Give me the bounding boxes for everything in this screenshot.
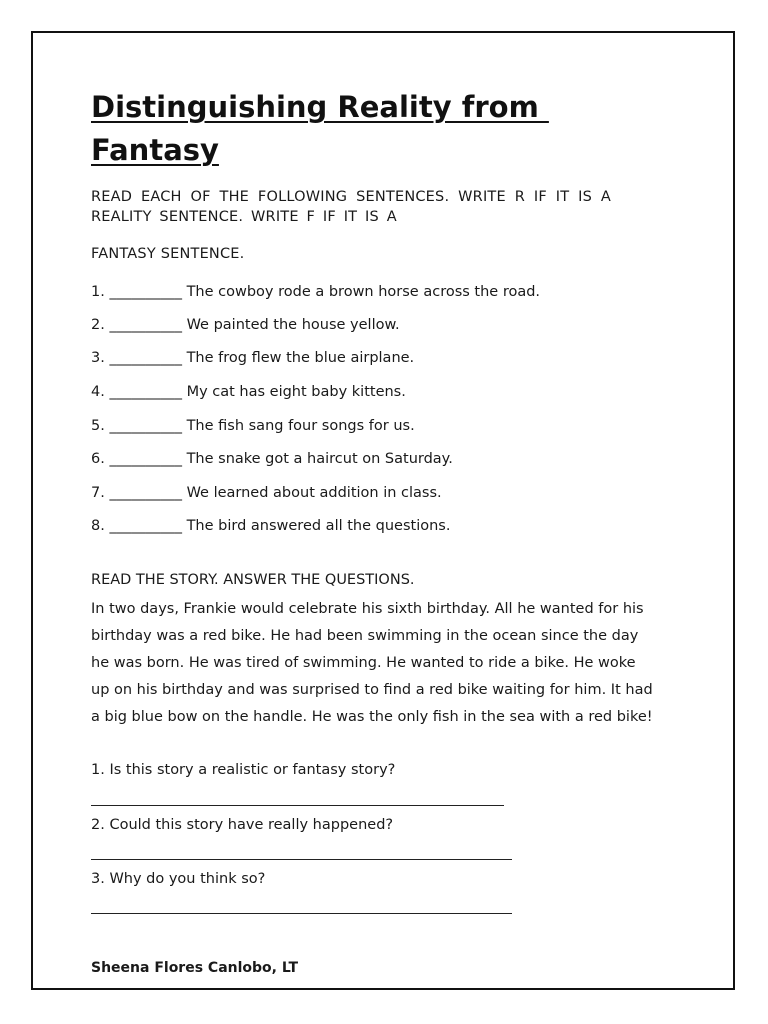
sentence-item-6 [91, 449, 453, 469]
answer-line-1[interactable] [91, 805, 504, 806]
author-credit: Sheena Flores Canlobo, LT [91, 960, 299, 976]
sentence-item-8 [91, 516, 450, 536]
question-3: 3. Why do you think so? [91, 871, 266, 887]
item-text: The fish sang four songs for us. [186, 418, 415, 434]
item-number: 7. [91, 485, 105, 501]
story-heading: READ THE STORY. ANSWER THE QUESTIONS. [91, 572, 415, 588]
story-paragraph [91, 596, 691, 731]
item-text: The cowboy rode a brown horse across the road. [186, 284, 541, 300]
page-title [91, 86, 691, 172]
item-number: 8. [91, 518, 105, 534]
sentence-item-3 [91, 348, 414, 368]
item-text: The frog flew the blue airplane. [186, 350, 415, 366]
sentence-item-4 [91, 382, 406, 402]
story-line: he was born. He was tired of swimming. He wanted to ride a bike. He woke [91, 655, 636, 671]
answer-blank[interactable]: __________ [109, 317, 182, 333]
item-text: We learned about addition in class. [186, 485, 442, 501]
story-line: a big blue bow on the handle. He was the only fish in the sea with a red bike! [91, 709, 653, 725]
instructions-continued: FANTASY SENTENCE. [91, 246, 245, 262]
question-2: 2. Could this story have really happened? [91, 817, 394, 833]
item-text: The snake got a haircut on Saturday. [186, 451, 453, 467]
answer-blank[interactable]: __________ [109, 418, 182, 434]
item-number: 6. [91, 451, 105, 467]
sentence-item-7 [91, 483, 442, 503]
answer-blank[interactable]: __________ [109, 350, 182, 366]
answer-line-2[interactable] [91, 859, 512, 860]
item-text: My cat has eight baby kittens. [186, 384, 406, 400]
item-number: 5. [91, 418, 105, 434]
story-line: birthday was a red bike. He had been swimming in the ocean since the day [91, 628, 639, 644]
sentence-item-2 [91, 315, 400, 335]
item-number: 3. [91, 350, 105, 366]
answer-blank[interactable]: __________ [109, 518, 182, 534]
item-number: 4. [91, 384, 105, 400]
item-number: 1. [91, 284, 105, 300]
page-border [31, 31, 735, 990]
instructions-text: READ EACH OF THE FOLLOWING SENTENCES. WRITE R IF IT IS A REALITY SENTENCE. WRITE F IF IT IS A [91, 189, 611, 225]
answer-blank[interactable]: __________ [109, 284, 182, 300]
answer-line-3[interactable] [91, 913, 512, 914]
item-text: We painted the house yellow. [186, 317, 400, 333]
answer-blank[interactable]: __________ [109, 451, 182, 467]
title-line-2: Fantasy [91, 133, 219, 167]
sentence-item-5 [91, 416, 415, 436]
item-number: 2. [91, 317, 105, 333]
title-line-1: Distinguishing Reality from [91, 90, 549, 124]
question-1: 1. Is this story a realistic or fantasy story? [91, 762, 396, 778]
item-text: The bird answered all the questions. [186, 518, 451, 534]
story-line: up on his birthday and was surprised to find a red bike waiting for him. It had [91, 682, 653, 698]
answer-blank[interactable]: __________ [109, 485, 182, 501]
story-line: In two days, Frankie would celebrate his sixth birthday. All he wanted for his [91, 601, 644, 617]
sentence-item-1 [91, 282, 540, 302]
answer-blank[interactable]: __________ [109, 384, 182, 400]
